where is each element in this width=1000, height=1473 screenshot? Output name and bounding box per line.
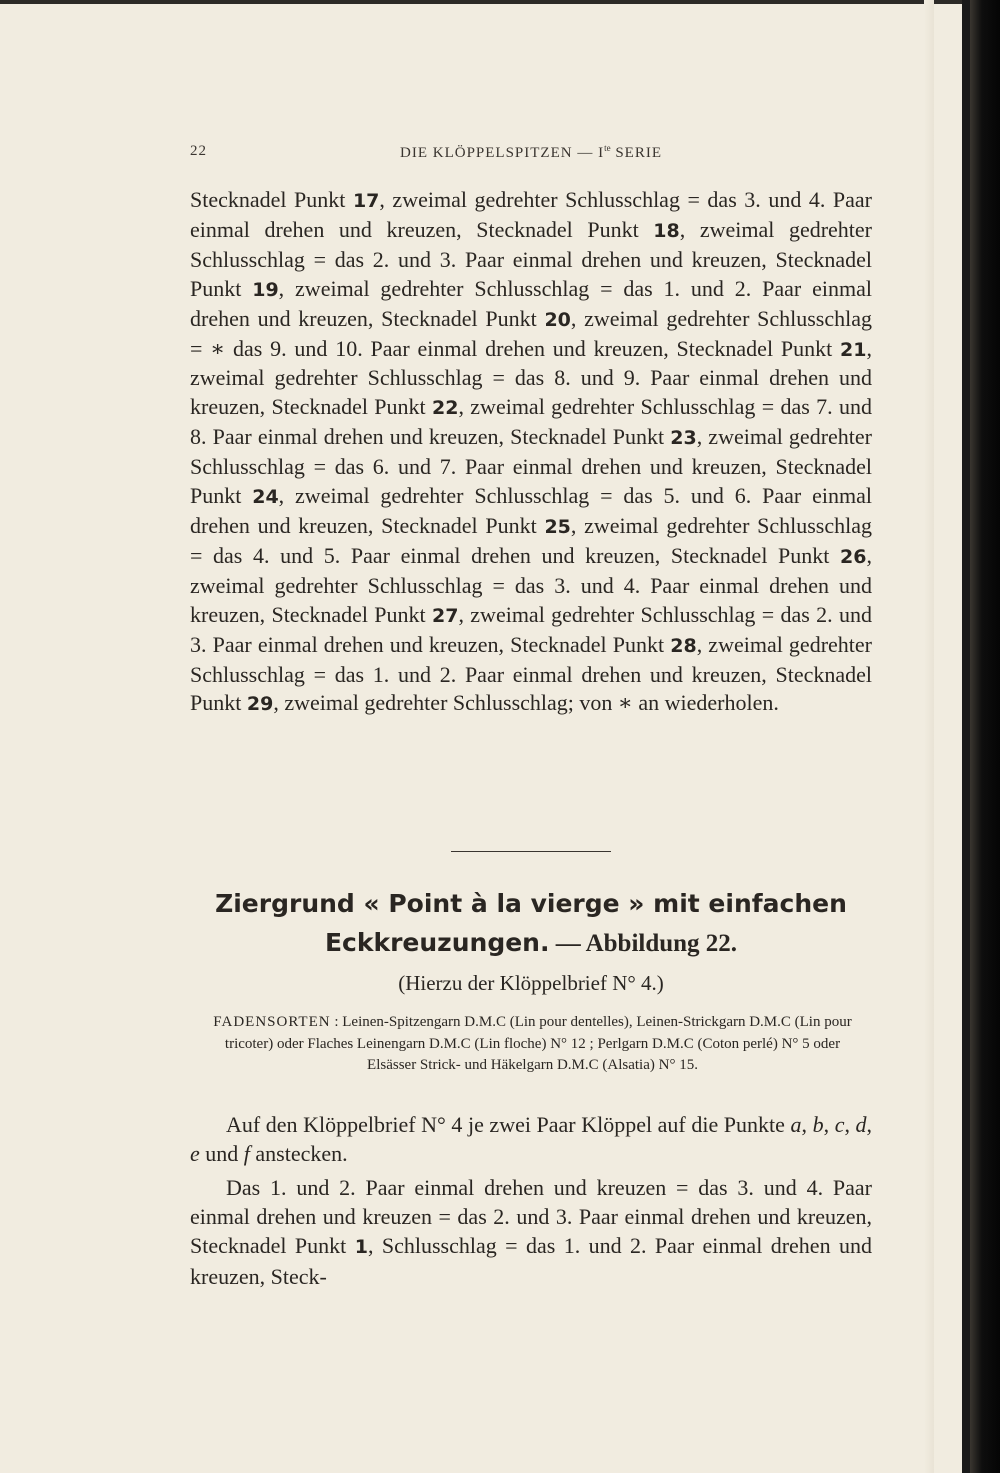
- instruction-text: , zweimal gedrehter Schlusschlag = das 3. und 4. Paar einmal drehen und kreuzen, Stecknadel Punkt: [190, 187, 872, 242]
- running-header: [190, 143, 872, 167]
- point-number: 20: [544, 308, 571, 331]
- instruction-text: , zweimal gedrehter Schlusschlag; von ∗ an wiederholen.: [273, 690, 779, 716]
- page-edge-shadow: [924, 0, 934, 1473]
- point-number: 25: [544, 515, 571, 538]
- instruction-paragraph-start: [190, 1173, 872, 1291]
- book-spine-shadow: [970, 0, 1000, 1473]
- instruction-paragraph-continued: [190, 186, 872, 719]
- setup-text: Auf den Klöppelbrief N° 4 je zwei Paar Klöppel auf die Punkte: [226, 1112, 791, 1137]
- point-number: 22: [432, 397, 459, 420]
- instruction-text: , zweimal gedrehter Schlusschlag = das 8. und 9. Paar einmal drehen und kreuzen, Stecknadel Punkt: [190, 335, 872, 420]
- point-number: 18: [653, 219, 680, 242]
- point-f: f: [243, 1141, 250, 1166]
- materials-text: : Leinen-Spitzengarn D.M.C (Lin pour dentelles), Leinen-Strickgarn D.M.C (Lin pour tricoter) oder Flaches Leinengarn D.M.C (Lin floche) N° 12 ; Perlgarn D.M.C (Coton perlé) N° 5 oder Elsässer Strick- und Häkelgarn D.M.C (Alsatia) N° 15.: [224, 1014, 852, 1073]
- top-border: [0, 0, 962, 4]
- instruction-paragraph-setup: [190, 1110, 872, 1168]
- section-title-line2: [190, 927, 872, 960]
- instruction-text: , zweimal gedrehter Schlusschlag = das 7. und 8. Paar einmal drehen und kreuzen, Stecknadel Punkt: [190, 394, 872, 450]
- instruction-text: , zweimal gedrehter Schlusschlag = das 1. und 2. Paar einmal drehen und kreuzen, Stecknadel Punkt: [190, 631, 872, 716]
- section-title-eckkreuzungen: Eckkreuzungen.: [324, 928, 550, 957]
- instruction-text: , zweimal gedrehter Schlusschlag = das 1. und 2. Paar einmal drehen und kreuzen, Stecknadel Punkt: [190, 275, 872, 331]
- section-title-figure-ref: — Abbildung 22.: [549, 930, 738, 957]
- running-head-end: SERIE: [610, 145, 662, 161]
- running-head-main: DIE KLÖPPELSPITZEN — I: [400, 145, 605, 161]
- instruction-text: , zweimal gedrehter Schlusschlag = das 6. und 7. Paar einmal drehen und kreuzen, Stecknadel Punkt: [190, 424, 872, 509]
- section-divider: [451, 851, 611, 852]
- instruction-text: Stecknadel Punkt: [190, 187, 353, 212]
- setup-text-end: anstecken.: [249, 1141, 348, 1166]
- point-number: 17: [352, 190, 380, 212]
- point-number: 19: [252, 278, 279, 301]
- point-number: 26: [840, 545, 867, 568]
- point-c: c: [834, 1112, 845, 1137]
- page-number: 22: [190, 143, 207, 159]
- point-d: d: [855, 1112, 867, 1137]
- instruction-text: , zweimal gedrehter Schlusschlag = das 4. und 5. Paar einmal drehen und kreuzen, Stecknadel Punkt: [190, 512, 872, 568]
- instruction-text: , zweimal gedrehter Schlusschlag = ∗ das 9. und 10. Paar einmal drehen und kreuzen, Stecknadel Punkt: [190, 305, 872, 361]
- instruction-text: , zweimal gedrehter Schlusschlag = das 2. und 3. Paar einmal drehen und kreuzen, Stecknadel Punkt: [190, 601, 872, 657]
- running-head: [190, 143, 872, 162]
- section-subtitle: (Hierzu der Klöppelbrief N° 4.): [398, 971, 664, 995]
- separator: ,: [844, 1112, 856, 1137]
- point-number: 29: [246, 693, 274, 716]
- instruction-text: , zweimal gedrehter Schlusschlag = das 2. und 3. Paar einmal drehen und kreuzen, Stecknadel Punkt: [190, 216, 872, 301]
- thread-materials: [205, 1012, 860, 1077]
- section-title-line1: Ziergrund « Point à la vierge » mit einfachen: [215, 889, 847, 918]
- point-number: 23: [670, 427, 697, 450]
- running-head-superscript: te: [604, 143, 611, 153]
- point-b: b: [812, 1112, 824, 1137]
- separator: ,: [801, 1112, 813, 1137]
- point-number: 21: [840, 338, 867, 361]
- start-text-end: , Schlusschlag = das 1. und 2. Paar einmal drehen und kreuzen, Steck-: [190, 1233, 872, 1289]
- separator: ,: [823, 1112, 835, 1137]
- point-number: 1: [354, 1236, 368, 1258]
- start-text: Das 1. und 2. Paar einmal drehen und kreuzen = das 3. und 4. Paar einmal drehen und kreuzen = das 2. und 3. Paar einmal drehen und kreuzen, Stecknadel Punkt: [190, 1175, 872, 1258]
- point-a: a: [790, 1112, 802, 1137]
- instruction-text: , zweimal gedrehter Schlusschlag = das 3. und 4. Paar einmal drehen und kreuzen, Stecknadel Punkt: [190, 542, 872, 627]
- separator: ,: [866, 1112, 873, 1137]
- point-number: 24: [252, 486, 279, 509]
- instruction-text: , zweimal gedrehter Schlusschlag = das 5. und 6. Paar einmal drehen und kreuzen, Stecknadel Punkt: [190, 483, 872, 538]
- point-e: e: [190, 1141, 200, 1166]
- conjunction: und: [199, 1141, 244, 1166]
- materials-label: FADENSORTEN: [213, 1014, 331, 1030]
- point-number: 28: [670, 634, 697, 657]
- point-number: 27: [432, 604, 459, 627]
